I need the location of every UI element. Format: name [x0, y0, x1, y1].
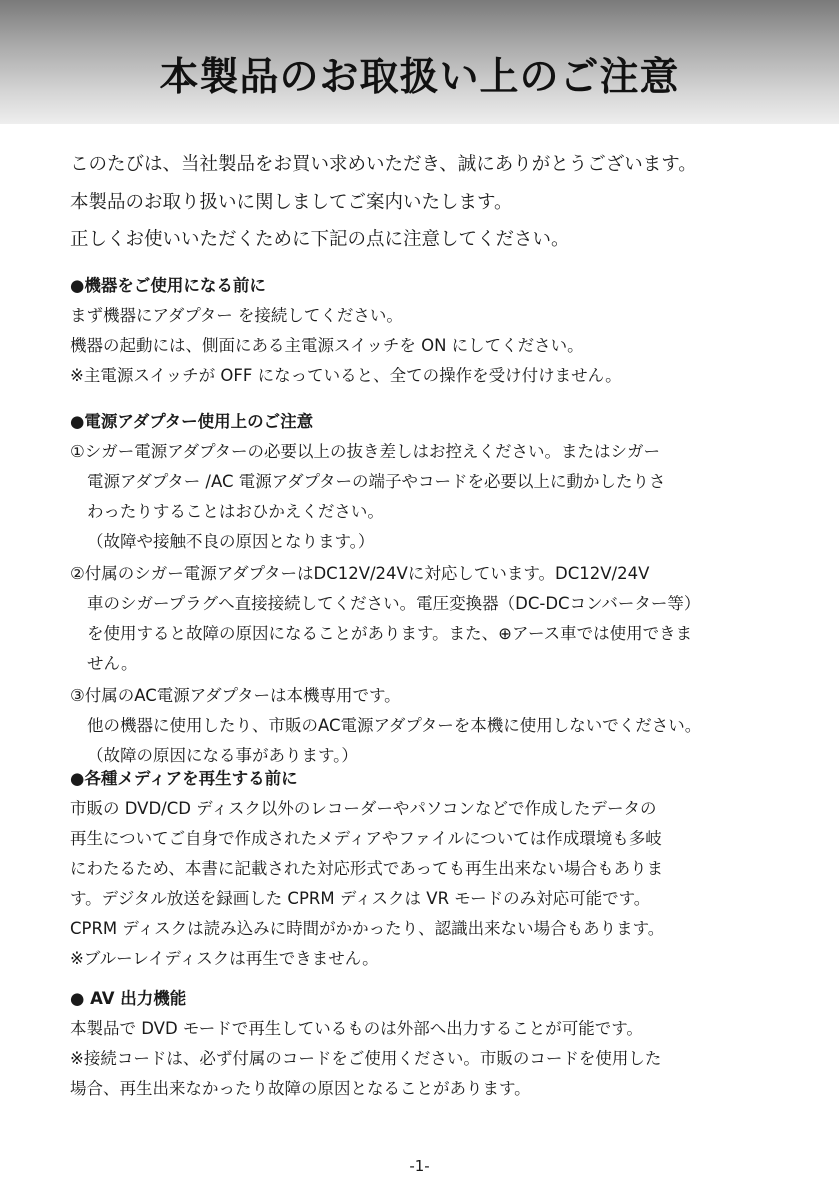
section-line: 車のシガープラグへ直接接続してください。電圧変換器（DC-DCコンバーター等）	[87, 594, 701, 613]
intro-line: 正しくお使いいただくために下記の点に注意してください。	[70, 229, 570, 250]
section-heading: ●各種メディアを再生する前に	[70, 769, 298, 788]
section-line: まず機器にアダプター を接続してください。	[70, 306, 403, 325]
section-line: にわたるため、本書に記載された対応形式であっても再生出来ない場合もありま	[70, 859, 664, 878]
section-line: 市販の DVD/CD ディスク以外のレコーダーやパソコンなどで作成したデータの	[70, 799, 657, 818]
section-adapter	[70, 407, 770, 771]
page-number: -1-	[409, 1157, 430, 1175]
section-line: CPRM ディスクは読み込みに時間がかかったり、認識出来ない場合もあります。	[70, 919, 665, 938]
section-before-use	[70, 271, 770, 391]
section-line: 再生についてご自身で作成されたメディアやファイルについては作成環境も多岐	[70, 829, 662, 848]
section-line: を使用すると故障の原因になることがあります。また、⊕アース車では使用できま	[87, 624, 693, 643]
title-banner	[0, 0, 839, 124]
section-media	[70, 764, 770, 974]
section-line: せん。	[87, 654, 138, 673]
section-line: 本製品で DVD モードで再生しているものは外部へ出力することが可能です。	[70, 1019, 643, 1038]
intro-line: このたびは、当社製品をお買い求めいただき、誠にありがとうございます。	[70, 154, 697, 175]
section-line: 他の機器に使用したり、市販のAC電源アダプターを本機に使用しないでください。	[87, 716, 702, 735]
section-line: ※接続コードは、必ず付属のコードをご使用ください。市販のコードを使用した	[70, 1049, 662, 1068]
section-heading: ●電源アダプター使用上のご注意	[70, 412, 314, 431]
section-line: ①シガー電源アダプターの必要以上の抜き差しはお控えください。またはシガー	[70, 442, 660, 461]
section-line: す。デジタル放送を録画した CPRM ディスクは VR モードのみ対応可能です。	[70, 889, 651, 908]
section-line: 電源アダプター /AC 電源アダプターの端子やコードを必要以上に動かしたりさ	[87, 472, 666, 491]
section-line: （故障や接触不良の原因となります。）	[87, 532, 375, 551]
section-line: 機器の起動には、側面にある主電源スイッチを ON にしてください。	[70, 336, 584, 355]
section-av-output	[70, 984, 770, 1104]
section-heading: ●機器をご使用になる前に	[70, 276, 266, 295]
intro-paragraph	[70, 146, 770, 259]
section-line: ※ブルーレイディスクは再生できません。	[70, 949, 379, 968]
section-line: ②付属のシガー電源アダプターはDC12V/24Vに対応しています。DC12V/24V	[70, 564, 650, 583]
page-title: 本製品のお取扱い上のご注意	[159, 55, 680, 100]
section-line: （故障の原因になる事があります。）	[87, 746, 358, 765]
section-line: 場合、再生出来なかったり故障の原因となることがあります。	[70, 1079, 531, 1098]
section-line: ③付属のAC電源アダプターは本機専用です。	[70, 686, 401, 705]
intro-line: 本製品のお取り扱いに関しましてご案内いたします。	[70, 191, 513, 213]
section-line: わったりすることはおひかえください。	[87, 502, 384, 521]
section-line: ※主電源スイッチが OFF になっていると、全ての操作を受け付けません。	[70, 366, 622, 385]
section-heading: ● AV 出力機能	[70, 989, 187, 1008]
